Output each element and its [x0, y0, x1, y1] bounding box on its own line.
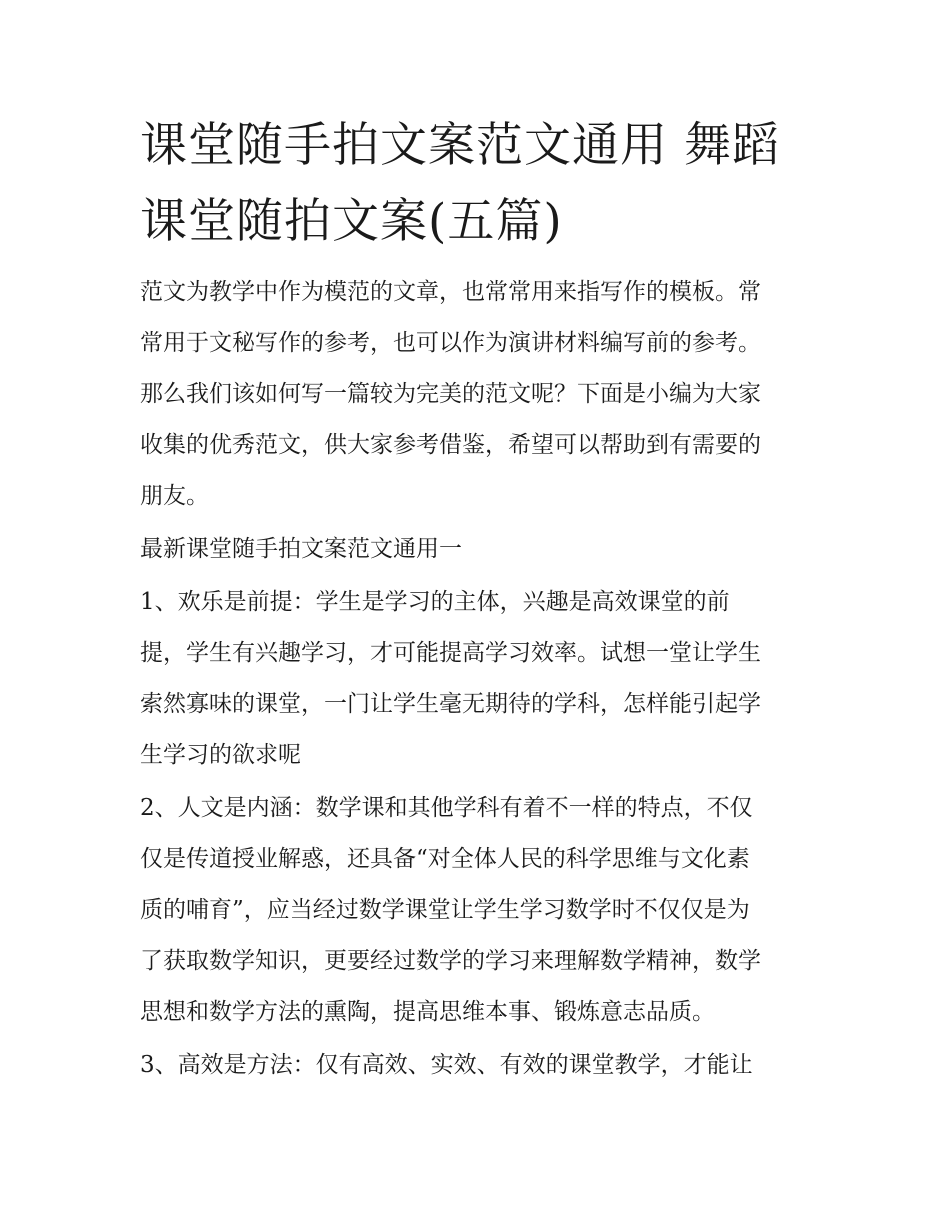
title-line: 课堂随拍文案(五篇)	[140, 194, 563, 249]
text-line: 索然寡味的课堂，一门让学生毫无期待的学科，怎样能引起学	[140, 691, 761, 717]
point-paragraph-2	[140, 790, 812, 1047]
text-line: 朋友。	[140, 483, 209, 509]
text-line: 质的哺育”，应当经过数学课堂让学生学习数学时不仅仅是为	[140, 897, 750, 923]
text-line: 范文为教学中作为模范的文章，也常常用来指写作的模板。常	[140, 279, 761, 305]
text-line: 了获取数学知识，更要经过数学的学习来理解数学精神，数学	[140, 948, 761, 974]
text-line: 2、人文是内涵：数学课和其他学科有着不一样的特点，不仅	[140, 795, 753, 821]
section-heading	[140, 531, 812, 584]
text-line: 那么我们该如何写一篇较为完美的范文呢？下面是小编为大家	[140, 381, 761, 407]
text-line: 常用于文秘写作的参考，也可以作为演讲材料编写前的参考。	[140, 330, 761, 356]
text-line: 生学习的欲求呢	[140, 742, 301, 768]
point-paragraph-3	[140, 1047, 812, 1100]
title-line: 课堂随手拍文案范文通用 舞蹈	[140, 118, 780, 173]
text-line: 思想和数学方法的熏陶，提高思维本事、锻炼意志品质。	[140, 999, 715, 1025]
document-page	[140, 108, 812, 1100]
text-line: 仅是传道授业解惑，还具备“对全体人民的科学思维与文化素	[140, 846, 750, 872]
document-title	[140, 108, 812, 260]
intro-paragraph	[140, 274, 812, 531]
text-line: 最新课堂随手拍文案范文通用一	[140, 536, 462, 562]
point-paragraph-1	[140, 584, 812, 790]
text-line: 提，学生有兴趣学习，才可能提高学习效率。试想一堂让学生	[140, 640, 761, 666]
text-line: 1、欢乐是前提：学生是学习的主体，兴趣是高效课堂的前	[140, 589, 730, 615]
text-line: 3、高效是方法：仅有高效、实效、有效的课堂教学，才能让	[140, 1052, 753, 1078]
text-line: 收集的优秀范文，供大家参考借鉴，希望可以帮助到有需要的	[140, 432, 761, 458]
